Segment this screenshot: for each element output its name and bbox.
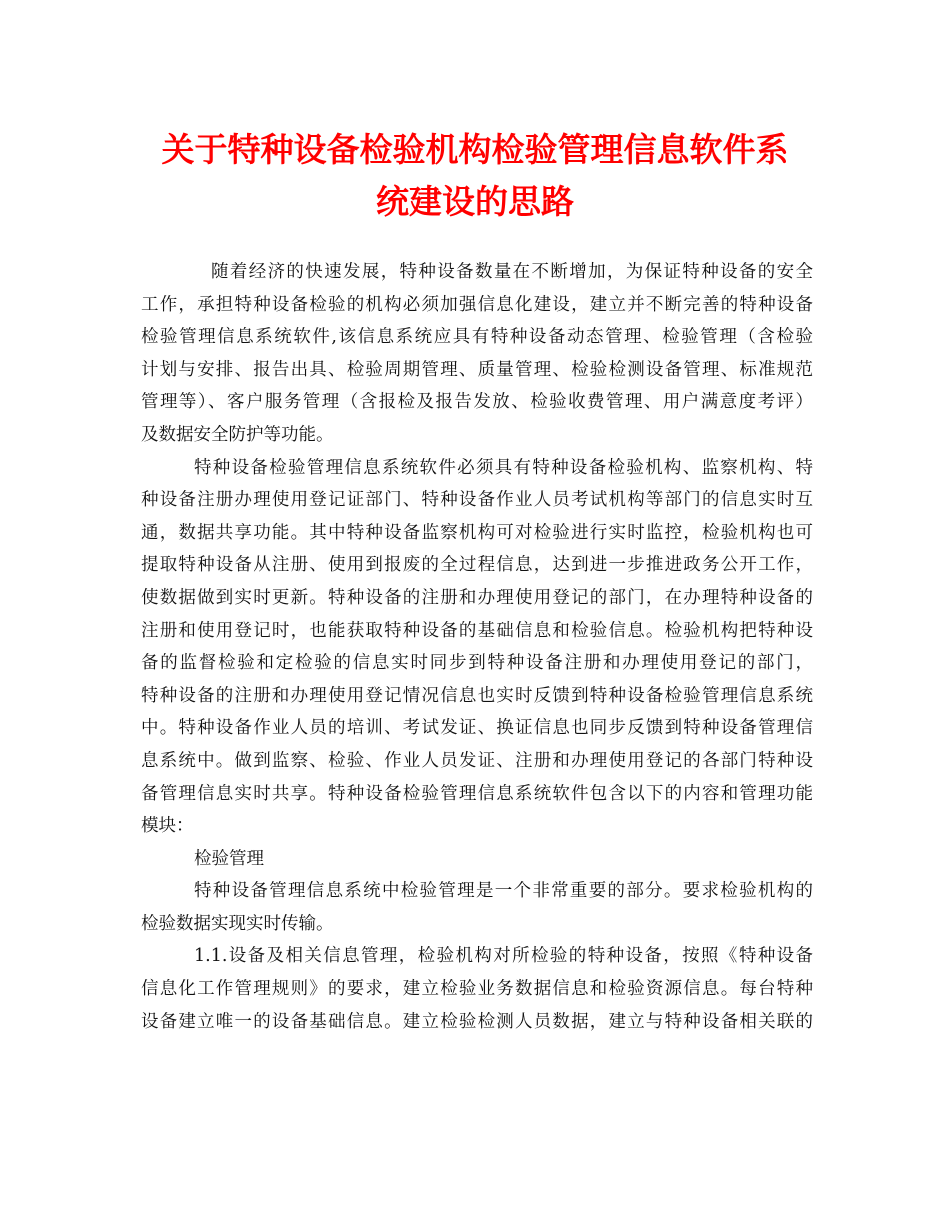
- paragraph-line: 管理等）、客户服务管理（含报检及报告发放、检验收费管理、用户满意度考评）: [141, 392, 813, 413]
- paragraph-line: 检验管理信息系统软件,该信息系统应具有特种设备动态管理、检验管理（含检验: [141, 327, 813, 348]
- paragraph-line: 及数据安全防护等功能。: [141, 424, 334, 445]
- paragraph: [141, 875, 813, 940]
- paragraph-line: 特种设备的注册和办理使用登记情况信息也实时反馈到特种设备检验管理信息系统: [141, 685, 813, 706]
- paragraph-line: 备的监督检验和定检验的信息实时同步到特种设备注册和办理使用登记的部门，: [141, 653, 813, 674]
- paragraph-line: 设备建立唯一的设备基础信息。建立检验检测人员数据，建立与特种设备相关联的: [141, 1011, 813, 1032]
- paragraph-line: 模块：: [141, 816, 194, 837]
- paragraph-line: 息系统中。做到监察、检验、作业人员发证、注册和办理使用登记的各部门特种设: [141, 750, 813, 771]
- paragraph-line: 随着经济的快速发展，特种设备数量在不断增加，为保证特种设备的安全: [211, 262, 813, 282]
- document-body: [141, 256, 813, 1038]
- paragraph-line: 特种设备管理信息系统中检验管理是一个非常重要的部分。要求检验机构的: [194, 881, 813, 902]
- paragraph: [141, 452, 813, 843]
- paragraph-line: 使数据做到实时更新。特种设备的注册和办理使用登记的部门，在办理特种设备的: [141, 587, 813, 608]
- section-heading: 检验管理: [194, 848, 264, 869]
- paragraph-line: 1.1.设备及相关信息管理，检验机构对所检验的特种设备，按照《特种设备: [194, 946, 813, 967]
- paragraph-line: 种设备注册办理使用登记证部门、特种设备作业人员考试机构等部门的信息实时互: [141, 490, 813, 511]
- paragraph-line: 工作，承担特种设备检验的机构必须加强信息化建设，建立并不断完善的特种设备: [141, 294, 813, 315]
- paragraph: [141, 256, 813, 452]
- paragraph-line: 提取特种设备从注册、使用到报废的全过程信息，达到进一步推进政务公开工作，: [141, 555, 813, 576]
- paragraph-line: 检验数据实现实时传输。: [141, 913, 334, 934]
- paragraph-line: 注册和使用登记时，也能获取特种设备的基础信息和检验信息。检验机构把特种设: [141, 620, 813, 641]
- paragraph-line: 通，数据共享功能。其中特种设备监察机构可对检验进行实时监控，检验机构也可: [141, 522, 813, 543]
- paragraph: [141, 940, 813, 1038]
- paragraph-line: 中。特种设备作业人员的培训、考试发证、换证信息也同步反馈到特种设备管理信: [141, 718, 813, 739]
- document-title: [120, 124, 830, 228]
- title-line: 关于特种设备检验机构检验管理信息软件系: [161, 130, 789, 169]
- title-line: 统建设的思路: [376, 182, 574, 221]
- paragraph-line: 信息化工作管理规则》的要求，建立检验业务数据信息和检验资源信息。每台特种: [141, 979, 813, 1000]
- paragraph-line: 备管理信息实时共享。特种设备检验管理信息系统软件包含以下的内容和管理功能: [141, 783, 813, 804]
- paragraph-line: 特种设备检验管理信息系统软件必须具有特种设备检验机构、监察机构、特: [194, 457, 813, 478]
- paragraph-line: 计划与安排、报告出具、检验周期管理、质量管理、检验检测设备管理、标准规范: [141, 359, 813, 380]
